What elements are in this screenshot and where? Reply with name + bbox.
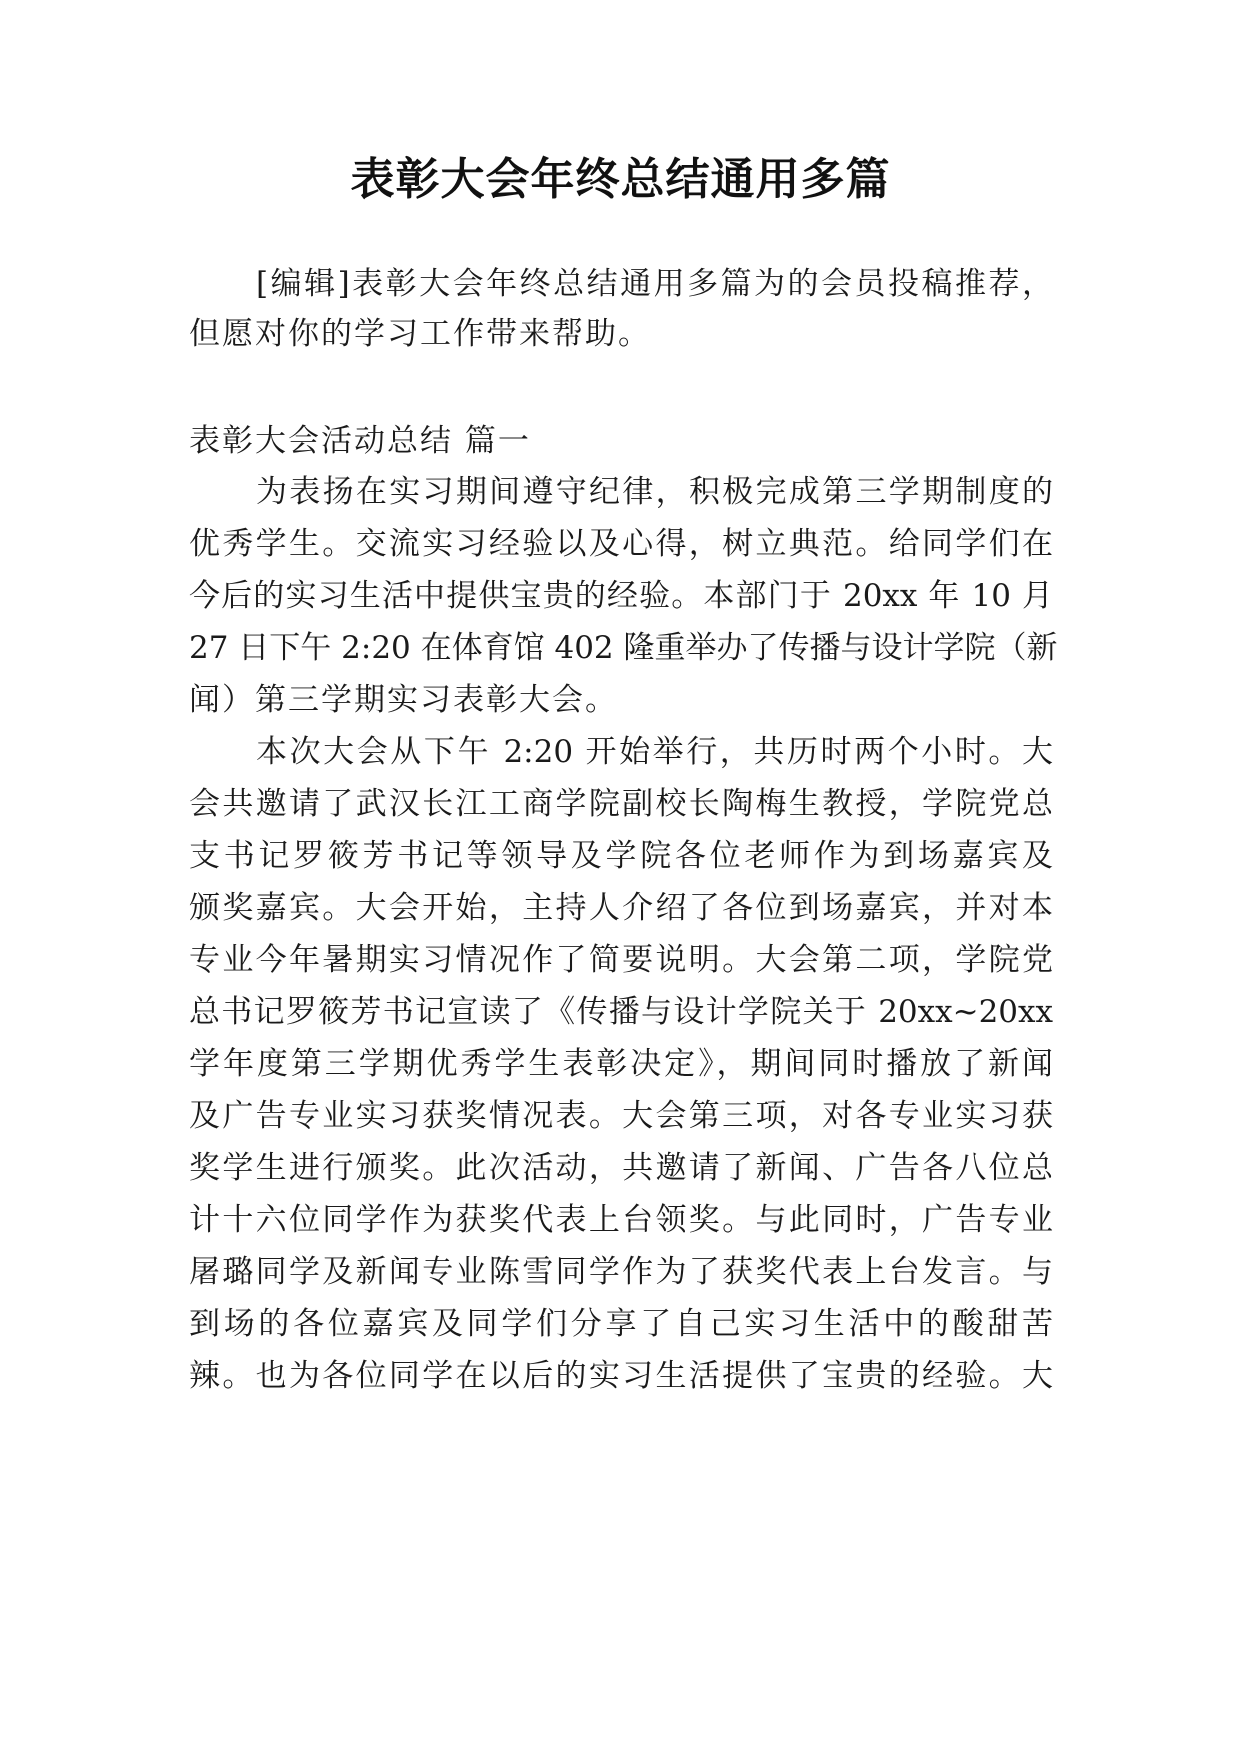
paragraph-line: 今后的实习生活中提供宝贵的经验。本部门于 20xx 年 10 月 — [189, 578, 1053, 614]
paragraph-line: 颁奖嘉宾。大会开始，主持人介绍了各位到场嘉宾，并对本 — [189, 890, 1053, 926]
intro-line-1: [编辑]表彰大会年终总结通用多篇为的会员投稿推荐， — [256, 266, 1053, 302]
paragraph-line: 为表扬在实习期间遵守纪律，积极完成第三学期制度的 — [256, 474, 1053, 510]
paragraph-line: 27 日下午 2:20 在体育馆 402 隆重举办了传播与设计学院（新 — [189, 630, 1058, 666]
document-title: 表彰大会年终总结通用多篇 — [350, 154, 891, 205]
paragraph-line: 总书记罗筱芳书记宣读了《传播与设计学院关于 20xx~20xx — [189, 994, 1053, 1030]
paragraph-line: 会共邀请了武汉长江工商学院副校长陶梅生教授，学院党总 — [189, 786, 1053, 822]
paragraph-line: 计十六位同学作为获奖代表上台领奖。与此同时，广告专业 — [189, 1202, 1053, 1238]
paragraph-line: 屠璐同学及新闻专业陈雪同学作为了获奖代表上台发言。与 — [189, 1254, 1053, 1290]
paragraph-line: 支书记罗筱芳书记等领导及学院各位老师作为到场嘉宾及 — [189, 838, 1053, 874]
paragraph-line: 本次大会从下午 2:20 开始举行，共历时两个小时。大 — [256, 734, 1053, 770]
section-heading: 表彰大会活动总结 篇一 — [189, 423, 531, 459]
paragraph-line: 闻）第三学期实习表彰大会。 — [189, 682, 618, 718]
paragraph-line: 专业今年暑期实习情况作了简要说明。大会第二项，学院党 — [189, 942, 1053, 978]
paragraph-line: 到场的各位嘉宾及同学们分享了自己实习生活中的酸甜苦 — [189, 1306, 1053, 1342]
paragraph-line: 学年度第三学期优秀学生表彰决定》，期间同时播放了新闻 — [189, 1046, 1053, 1082]
paragraph-line: 奖学生进行颁奖。此次活动，共邀请了新闻、广告各八位总 — [189, 1150, 1053, 1186]
paragraph-line: 及广告专业实习获奖情况表。大会第三项，对各专业实习获 — [189, 1098, 1053, 1134]
intro-line-2: 但愿对你的学习工作带来帮助。 — [189, 316, 651, 352]
paragraph-line: 优秀学生。交流实习经验以及心得，树立典范。给同学们在 — [189, 526, 1053, 562]
paragraph-line: 辣。也为各位同学在以后的实习生活提供了宝贵的经验。大 — [189, 1358, 1053, 1394]
